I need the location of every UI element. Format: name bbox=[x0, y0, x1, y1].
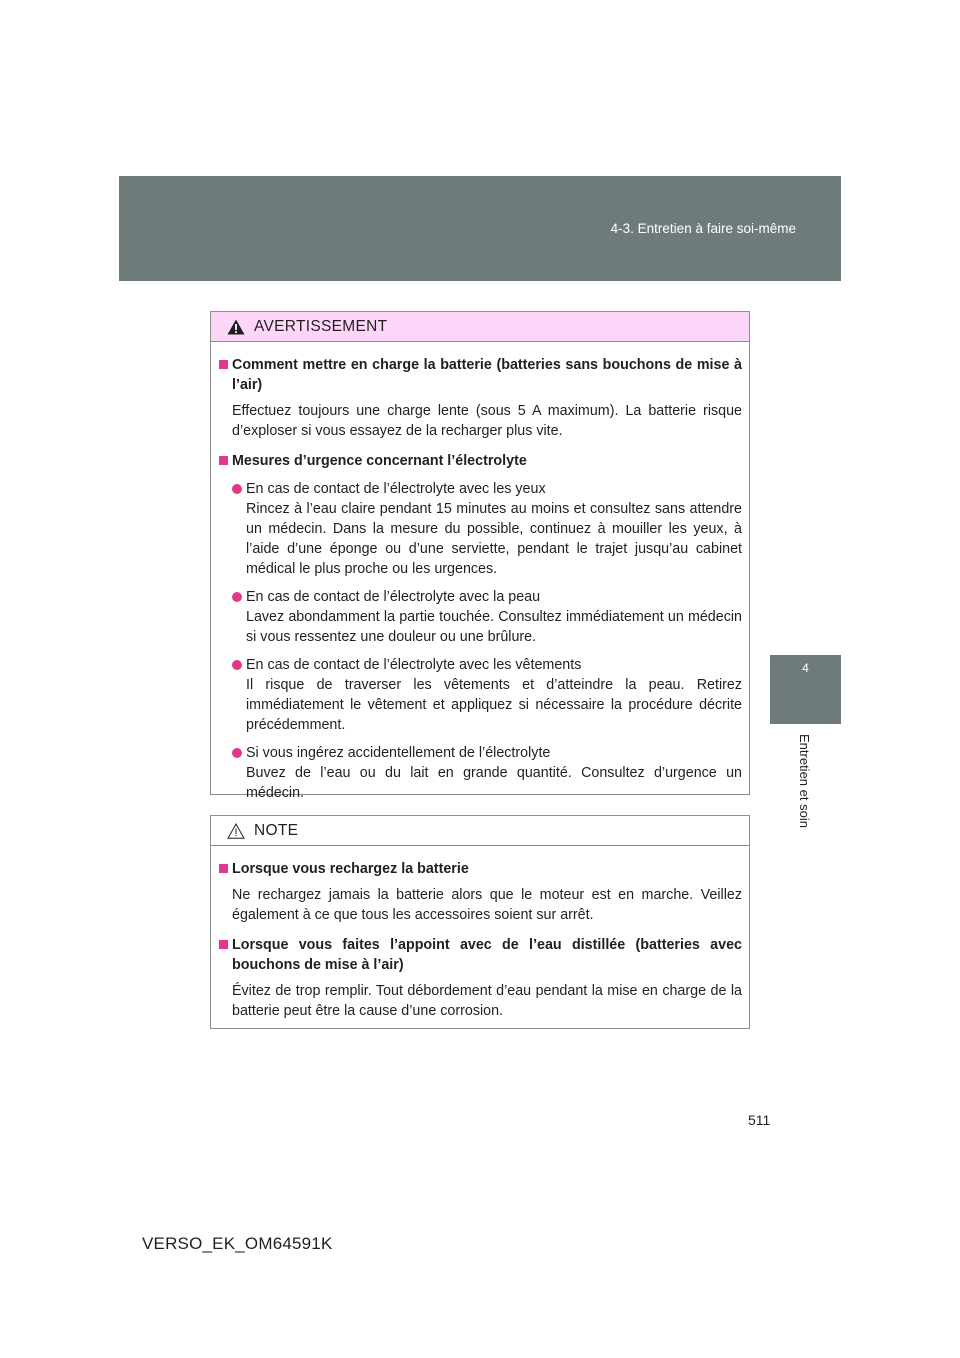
warning-heading: Mesures d’urgence concernant l’électrolyte bbox=[219, 451, 742, 471]
warning-box bbox=[210, 311, 750, 801]
chapter-header bbox=[119, 176, 841, 281]
circle-bullet-icon bbox=[232, 592, 242, 602]
warning-body bbox=[211, 342, 749, 803]
warning-title: AVERTISSEMENT bbox=[254, 317, 388, 335]
square-bullet-icon bbox=[219, 456, 228, 465]
note-title: NOTE bbox=[254, 821, 299, 839]
warning-triangle-icon bbox=[227, 319, 245, 335]
chapter-label: Entretien et soin bbox=[797, 734, 812, 828]
list-item: En cas de contact de l’électrolyte avec les yeux Rincez à l’eau claire pendant 15 minutes au moins et consultez sans attendre un médecin. Dans la mesure du possible, continuez à mouiller les yeux, à l’aide d’une éponge ou d’une serviette, pendant le trajet jusqu’au cabinet médical le plus proche ou les urgences. bbox=[232, 479, 742, 579]
chapter-tab bbox=[770, 655, 841, 724]
warning-heading: Comment mettre en charge la batterie (batteries sans bouchons de mise à l’air) bbox=[219, 355, 742, 395]
note-body bbox=[211, 846, 749, 1021]
square-bullet-icon bbox=[219, 864, 228, 873]
circle-bullet-icon bbox=[232, 484, 242, 494]
warning-paragraph: Effectuez toujours une charge lente (sous 5 A maximum). La batterie risque d’exploser si vous essayez de la recharger plus vite. bbox=[232, 403, 742, 439]
note-paragraph: Ne rechargez jamais la batterie alors que le moteur est en marche. Veillez également à ce que tous les accessoires soient sur arrêt. bbox=[232, 887, 742, 923]
page-number: 511 bbox=[748, 1112, 771, 1128]
square-bullet-icon bbox=[219, 940, 228, 949]
list-item: En cas de contact de l’électrolyte avec la peau Lavez abondamment la partie touchée. Consultez immédiatement un médecin si vous ressentez une douleur ou une brûlure. bbox=[232, 587, 742, 647]
list-item: Si vous ingérez accidentellement de l’électrolyte Buvez de l’eau ou du lait en grande quantité. Consultez d’urgence un médecin. bbox=[232, 743, 742, 803]
chapter-number: 4 bbox=[802, 661, 809, 675]
list-item: En cas de contact de l’électrolyte avec les vêtements Il risque de traverser les vêtements et d’atteindre la peau. Retirez immédiatement le vêtement et appliquez si nécessaire la procédure décrite précédemment. bbox=[232, 655, 742, 735]
note-heading: Lorsque vous faites l’appoint avec de l’eau distillée (batteries avec bouchons de mise à l’air) bbox=[219, 935, 742, 975]
note-box bbox=[210, 815, 750, 1029]
warning-header bbox=[211, 312, 749, 342]
caution-triangle-outline-icon bbox=[227, 823, 245, 839]
note-paragraph: Évitez de trop remplir. Tout débordement d’eau pendant la mise en charge de la batterie peut être la cause d’une corrosion. bbox=[232, 983, 742, 1019]
square-bullet-icon bbox=[219, 360, 228, 369]
note-heading: Lorsque vous rechargez la batterie bbox=[219, 859, 742, 879]
note-header bbox=[211, 816, 749, 846]
circle-bullet-icon bbox=[232, 660, 242, 670]
circle-bullet-icon bbox=[232, 748, 242, 758]
section-title: 4-3. Entretien à faire soi-même bbox=[610, 221, 796, 236]
document-code: VERSO_EK_OM64591K bbox=[142, 1234, 333, 1253]
